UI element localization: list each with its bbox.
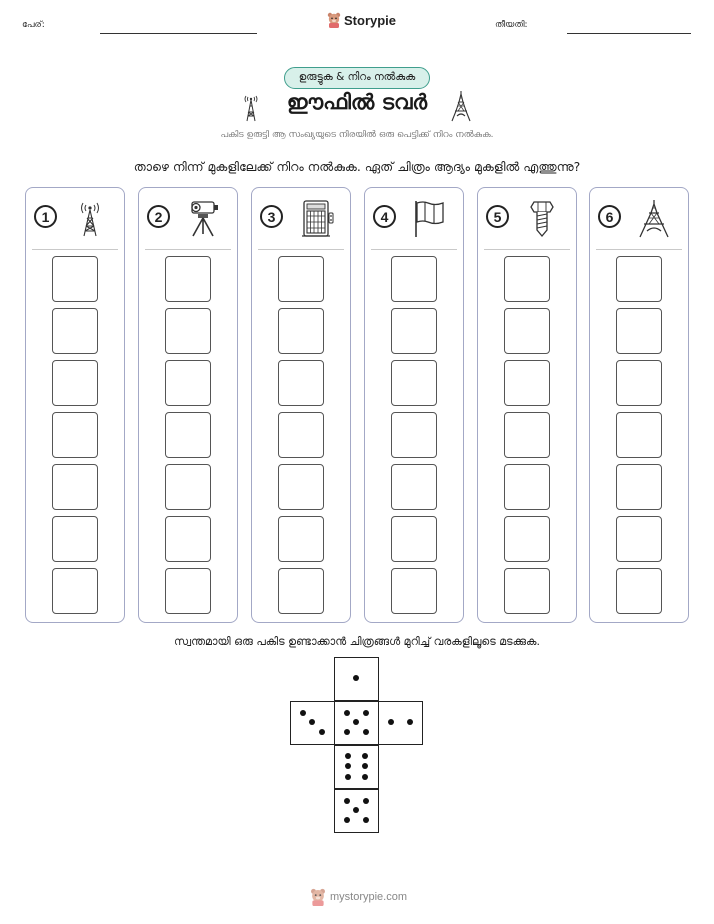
subtitle: പകിട ഉരുട്ടി ആ സംഖ്യയുടെ നിരയിൽ ഒരു പെട്ടിക്ക് നിറം നൽകുക.	[220, 130, 494, 140]
die-pip	[363, 710, 369, 716]
color-box[interactable]	[504, 464, 550, 510]
color-box[interactable]	[616, 516, 662, 562]
flag-icon	[409, 198, 449, 238]
eiffel-tower-icon	[449, 90, 473, 122]
die-pip	[353, 719, 359, 725]
die-pip	[363, 798, 369, 804]
die-pip	[362, 774, 368, 780]
color-box[interactable]	[165, 516, 211, 562]
name-label: പേര്:	[22, 20, 45, 30]
color-box[interactable]	[391, 516, 437, 562]
die-pip	[362, 753, 368, 759]
color-box[interactable]	[52, 412, 98, 458]
column-divider	[596, 249, 682, 250]
die-pip	[345, 753, 351, 759]
footer-url[interactable]: mystorypie.com	[330, 891, 408, 903]
color-box[interactable]	[52, 360, 98, 406]
color-box[interactable]	[616, 256, 662, 302]
die-pip	[407, 719, 413, 725]
brand-logo	[327, 12, 396, 28]
color-box[interactable]	[52, 308, 98, 354]
radio-tower-icon	[70, 198, 110, 238]
color-box[interactable]	[52, 464, 98, 510]
column-1	[25, 187, 125, 623]
color-box[interactable]	[391, 412, 437, 458]
brand-name: Storypie	[344, 12, 397, 28]
column-number: 6	[598, 205, 621, 228]
column-2	[138, 187, 238, 623]
storypie-bear-icon	[327, 12, 341, 28]
die-pip	[345, 774, 351, 780]
color-box[interactable]	[504, 308, 550, 354]
color-box[interactable]	[165, 412, 211, 458]
color-box[interactable]	[391, 360, 437, 406]
color-box[interactable]	[52, 516, 98, 562]
color-box[interactable]	[391, 308, 437, 354]
color-box[interactable]	[504, 412, 550, 458]
die-face-6	[334, 745, 379, 789]
color-box[interactable]	[616, 568, 662, 614]
color-box[interactable]	[165, 568, 211, 614]
die-pip	[353, 675, 359, 681]
color-box[interactable]	[278, 516, 324, 562]
color-box[interactable]	[616, 412, 662, 458]
date-label: തീയതി:	[495, 20, 528, 30]
column-number: 2	[147, 205, 170, 228]
color-box[interactable]	[278, 256, 324, 302]
footer	[310, 888, 407, 906]
die-face-1	[334, 657, 379, 701]
column-divider	[145, 249, 231, 250]
color-box[interactable]	[391, 464, 437, 510]
die-pip	[300, 710, 306, 716]
color-box[interactable]	[165, 464, 211, 510]
die-pip	[363, 817, 369, 823]
color-box[interactable]	[165, 256, 211, 302]
activity-badge: ഉരുട്ടുക & നിറം നൽകുക	[284, 67, 430, 89]
die-pip	[344, 729, 350, 735]
color-box[interactable]	[504, 256, 550, 302]
color-box[interactable]	[391, 568, 437, 614]
column-number: 4	[373, 205, 396, 228]
color-box[interactable]	[504, 360, 550, 406]
color-box[interactable]	[165, 360, 211, 406]
color-box[interactable]	[278, 360, 324, 406]
die-pip	[309, 719, 315, 725]
column-number: 1	[34, 205, 57, 228]
color-box[interactable]	[616, 464, 662, 510]
die-pip	[344, 798, 350, 804]
color-box[interactable]	[278, 412, 324, 458]
die-pip	[345, 763, 351, 769]
name-line[interactable]	[100, 33, 257, 34]
instruction: താഴെ നിന്ന് മുകളിലേക്ക് നിറം നൽകുക. ഏത് ചിത്രം ആദ്യം മുകളിൽ എത്തുന്നു?	[133, 159, 581, 174]
die-pip	[344, 710, 350, 716]
storypie-bear-icon	[310, 888, 326, 906]
color-box[interactable]	[165, 308, 211, 354]
color-box[interactable]	[278, 308, 324, 354]
bolt-icon	[522, 198, 562, 238]
column-divider	[484, 249, 570, 250]
color-box[interactable]	[52, 256, 98, 302]
page-title: ഈഫിൽ ടവർ	[286, 90, 428, 114]
color-box[interactable]	[278, 568, 324, 614]
die-pip	[344, 817, 350, 823]
die-face-4	[334, 789, 379, 833]
column-divider	[258, 249, 344, 250]
surveying-tripod-icon	[183, 198, 223, 238]
die-pip	[353, 807, 359, 813]
column-number: 5	[486, 205, 509, 228]
column-number: 3	[260, 205, 283, 228]
die-pip	[362, 763, 368, 769]
die-pip	[363, 729, 369, 735]
die-face-2	[378, 701, 423, 745]
column-3	[251, 187, 351, 623]
color-box[interactable]	[504, 568, 550, 614]
color-box[interactable]	[616, 360, 662, 406]
column-6	[589, 187, 689, 623]
die-pip	[319, 729, 325, 735]
column-divider	[32, 249, 118, 250]
elevator-icon	[296, 198, 336, 238]
column-5	[477, 187, 577, 623]
date-line[interactable]	[567, 33, 691, 34]
color-box[interactable]	[504, 516, 550, 562]
column-divider	[371, 249, 457, 250]
eiffel-tower-icon	[634, 198, 674, 238]
die-face-5	[334, 701, 379, 745]
die-face-3	[290, 701, 335, 745]
fold-instruction: സ്വന്തമായി ഒരു പകിട ഉണ്ടാക്കാൻ ചിത്രങ്ങൾ മുറിച്ച് വരകളിലൂടെ മടക്കുക.	[174, 635, 540, 648]
column-4	[364, 187, 464, 623]
color-box[interactable]	[391, 256, 437, 302]
color-box[interactable]	[616, 308, 662, 354]
color-box[interactable]	[52, 568, 98, 614]
color-box[interactable]	[278, 464, 324, 510]
die-pip	[388, 719, 394, 725]
